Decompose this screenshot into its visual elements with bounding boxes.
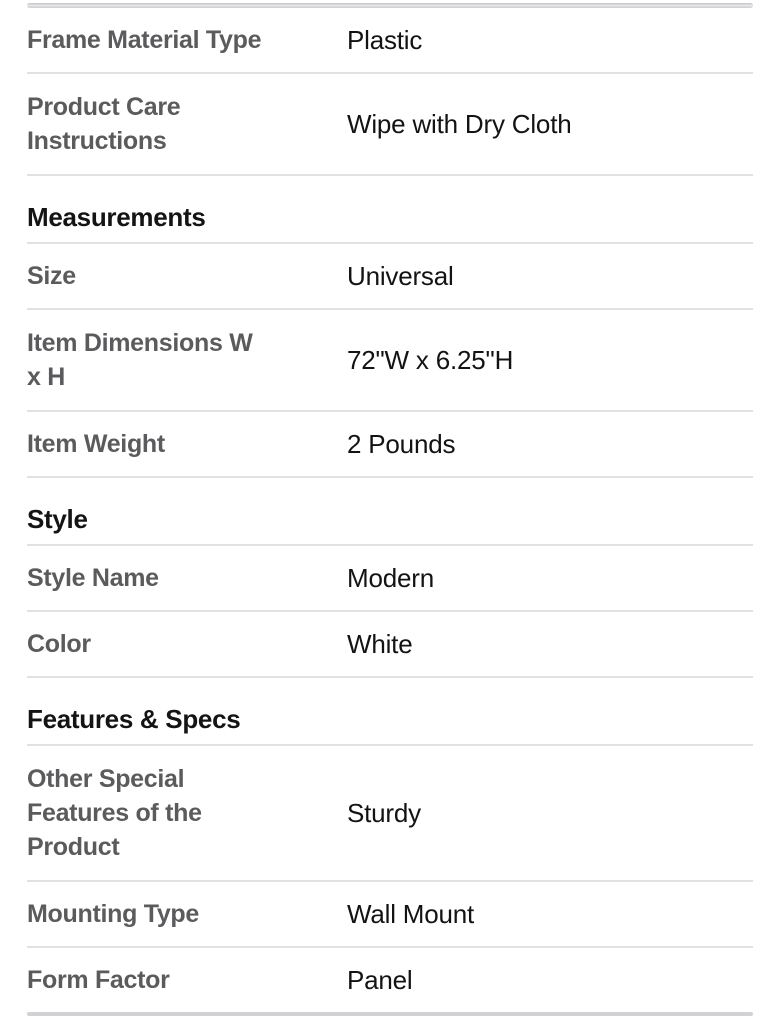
spec-label: Frame Material Type bbox=[27, 26, 262, 54]
spec-row bbox=[27, 244, 753, 310]
spec-label: Product Care Instructions bbox=[27, 93, 181, 155]
spec-value: Wipe with Dry Cloth bbox=[347, 109, 572, 139]
spec-value: Modern bbox=[347, 563, 434, 593]
spec-row bbox=[27, 882, 753, 948]
product-spec-table bbox=[27, 8, 753, 1012]
spec-row bbox=[27, 412, 753, 478]
spec-row bbox=[27, 948, 753, 1012]
spec-label: Item Dimensions W x H bbox=[27, 329, 253, 391]
spec-row bbox=[27, 8, 753, 74]
spec-value: Sturdy bbox=[347, 798, 421, 828]
spec-section bbox=[27, 678, 753, 1012]
spec-value: 2 Pounds bbox=[347, 429, 456, 459]
spec-row bbox=[27, 546, 753, 612]
spec-value: Plastic bbox=[347, 25, 423, 55]
spec-row bbox=[27, 612, 753, 678]
spec-section bbox=[27, 176, 753, 478]
spec-value: Universal bbox=[347, 261, 454, 291]
spec-label: Form Factor bbox=[27, 966, 170, 994]
spec-value: 72"W x 6.25"H bbox=[347, 345, 514, 375]
spec-section bbox=[27, 478, 753, 678]
spec-row bbox=[27, 746, 753, 882]
spec-label: Mounting Type bbox=[27, 900, 199, 928]
spec-row bbox=[27, 310, 753, 412]
spec-label: Style Name bbox=[27, 564, 159, 592]
bottom-divider-bar bbox=[27, 1012, 753, 1016]
spec-value: Panel bbox=[347, 965, 413, 995]
spec-label: Size bbox=[27, 262, 76, 290]
spec-value: White bbox=[347, 629, 413, 659]
section-header: Features & Specs bbox=[27, 678, 753, 746]
spec-label: Item Weight bbox=[27, 430, 165, 458]
spec-row bbox=[27, 74, 753, 176]
spec-value: Wall Mount bbox=[347, 899, 475, 929]
section-header: Measurements bbox=[27, 176, 753, 244]
spec-label: Other Special Features of the Product bbox=[27, 765, 202, 861]
section-header: Style bbox=[27, 478, 753, 546]
spec-section bbox=[27, 8, 753, 176]
spec-label: Color bbox=[27, 630, 91, 658]
